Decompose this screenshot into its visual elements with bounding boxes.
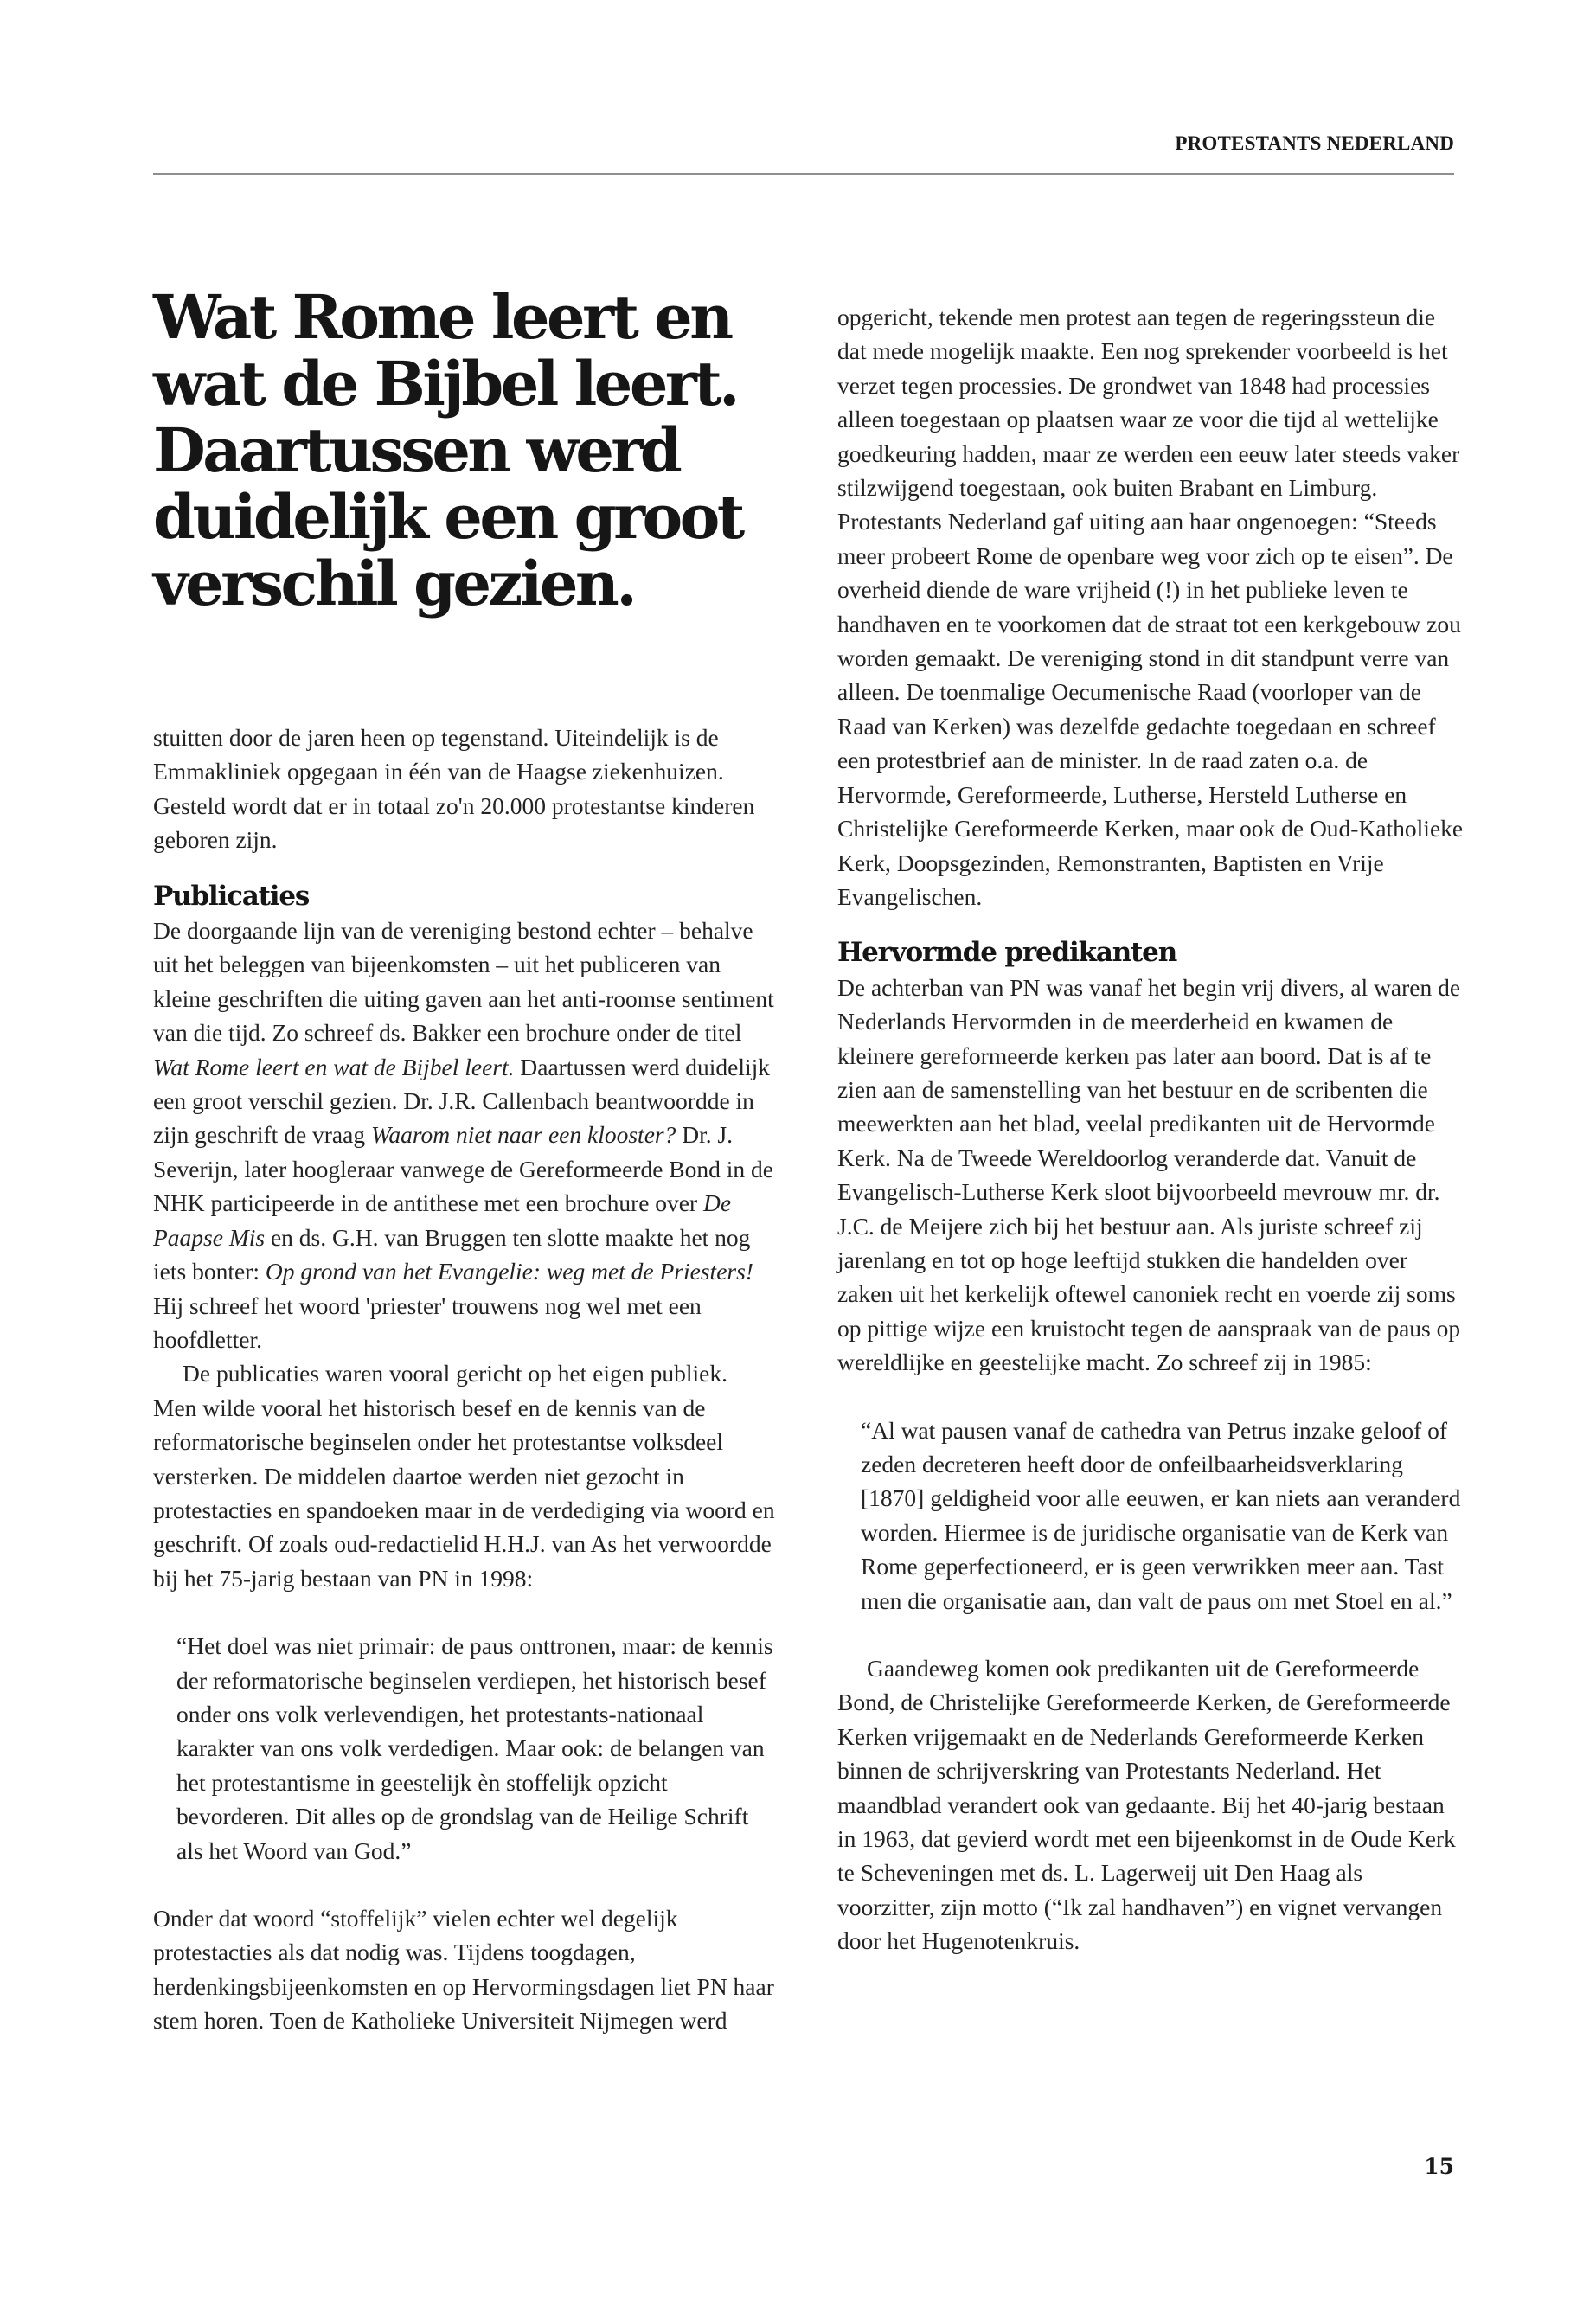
paragraph-achterban: De achterban van PN was vanaf het begin vrij divers, al waren de Nederlands Hervormden in de meerderheid en kwamen de kleinere gereformeerde kerken pas later aan boord. Dat is af te zien aan de samenstelling van het bestuur en de scribenten die meewerkten aan het blad, veelal predikanten uit de Hervormde Kerk. Na de Tweede Wereldoorlog veranderde dat. Vanuit de Evangelisch-Lutherse Kerk sloot bijvoorbeeld mevrouw mr. dr. J.C. de Meijere zich bij het bestuur aan. Als juriste schreef zij jarenlang en tot op hoge leeftijd stukken die handelden over zaken uit het kerkelijk oftewel canoniek recht en voerde zij soms op pittige wijze een kruistocht tegen de aanspraak van de paus op wereldlijke en geestelijke macht. Zo schreef zij in 1985: <box>837 973 1461 1376</box>
header-rule <box>153 173 1454 175</box>
pull-quote: Wat Rome leert en wat de Bijbel leert. Daartussen werd duidelijk een groot verschil gezien. <box>153 281 742 619</box>
italic-title: Wat Rome leert en wat de Bijbel leert. <box>153 1053 515 1080</box>
block-quote-de-meijere: “Al wat pausen vanaf de cathedra van Petrus inzake geloof of zeden decreteren heeft door de onfeilbaarheidsverklaring [1870] geldigheid voor alle eeuwen, er kan niets aan veranderd worden. Hiermee is de juridische organisatie van de Kerk van Rome geperfectioneerd, er is geen verwrikken meer aan. Tast men die organisatie aan, dan valt de paus om met Stoel en al.” <box>861 1416 1461 1614</box>
paragraph-gaandeweg: Gaandeweg komen ook predikanten uit de Gereformeerde Bond, de Christelijke Gereformeerde Kerken, de Gereformeerde Kerken vrijgemaakt en de Nederlands Gereformeerde Kerken binnen de schrijverskring van Protestants Nederland. Het maandblad verandert ook van gedaante. Bij het 40-jarig bestaan in 1963, dat gevierd wordt met een bijeenkomst in de Oude Kerk te Scheveningen met ds. L. Lagerweij uit Den Haag als voorzitter, zijn motto (“Ik zal handhaven”) en vignet vervangen door het Hugenotenkruis. <box>837 1655 1456 1955</box>
page-number: 15 <box>1424 2154 1454 2179</box>
section-heading-publicaties: Publicaties <box>153 880 310 912</box>
intro-paragraph: stuitten door de jaren heen op tegenstand. Uiteindelijk is de Emmakliniek opgegaan in één van de Haagse ziekenhuizen. Gesteld wordt dat er in totaal zo'n 20.000 protestantse kinderen geboren zijn. <box>153 724 755 854</box>
paragraph-publiek: De publicaties waren vooral gericht op het eigen publiek. Men wilde vooral het historisch besef en de kennis van de reformatorische beginselen onder het protestantse volksdeel versterken. De middelen daartoe werden niet gezocht in protestacties en spandoeken maar in de verdediging via woord en geschrift. Of zoals oud-redactielid H.H.J. van As het verwoordde bij het 75-jarig bestaan van PN in 1998: <box>153 1360 775 1592</box>
right-column <box>837 300 1465 1958</box>
paragraph-processies: opgericht, tekende men protest aan tegen de regeringssteun die dat mede mogelijk maakte. Een nog sprekender voorbeeld is het verzet tegen processies. De grondwet van 1848 had processies alleen toegestaan op plaatsen waar ze voor die tijd al wettelijke goedkeuring hadden, maar ze werden een eeuw later steeds vaker stilzwijgend toegestaan, ook buiten Brabant en Limburg. Protestants Nederland gaf uiting aan haar ongenoegen: “Steeds meer probeert Rome de openbare weg voor zich op te eisen”. De overheid diende de ware vrijheid (!) in het publieke leven te handhaven en te voorkomen dat de straat tot een kerkgebouw zou worden gemaakt. De vereniging stond in dit standpunt verre van alleen. De toenmalige Oecumenische Raad (voorloper van de Raad van Kerken) was dezelfde gedachte toegedaan en schreef een protestbrief aan de minister. In de raad zaten o.a. de Hervormde, Gereformeerde, Lutherse, Hersteld Lutherse en Christelijke Gereformeerde Kerken, maar ook de Oud-Katholieke Kerk, Doopsgezinden, Remonstranten, Baptisten en Vrije Evangelischen. <box>837 304 1464 910</box>
section-heading-hervormde-predikanten: Hervormde predikanten <box>837 937 1177 969</box>
italic-title: Waarom niet naar een klooster? <box>370 1121 676 1149</box>
paragraph-stoffelijk: Onder dat woord “stoffelijk” vielen echter wel degelijk protestacties als dat nodig was. Tijdens toogdagen, herdenkingsbijeenkomsten en op Hervormingsdagen liet PN haar stem horen. Toen de Katholieke Universiteit Nijmegen werd <box>153 1905 774 2035</box>
paragraph-publicaties: De doorgaande lijn van de vereniging bestond echter – behalve uit het beleggen van bijeenkomsten – uit het publiceren van kleine geschriften die uiting gaven aan het anti-roomse sentiment van die tijd. Zo schreef ds. Bakker een brochure onder de titel Wat Rome leert en wat de Bijbel leert. Daartussen werd duidelijk een groot verschil gezien. Dr. J.R. Callenbach beantwoordde in zijn geschrift de vraag Waarom niet naar een klooster? Dr. J. Severijn, later hoogleraar vanwege de Gereformeerde Bond in de NHK participeerde in de antithese met een brochure over De Paapse Mis en ds. G.H. van Bruggen ten slotte maakte het nog iets bonter: Op grond van het Evangelie: weg met de Priesters! Hij schreef het woord 'priester' trouwens nog wel met een hoofdletter. <box>153 917 774 1353</box>
italic-title: Op grond van het Evangelie: weg met de Priesters! <box>265 1258 753 1285</box>
left-column <box>153 721 776 2038</box>
running-header: PROTESTANTS NEDERLAND <box>1175 132 1454 154</box>
block-quote-van-as: “Het doel was niet primair: de paus onttronen, maar: de kennis der reformatorische beginselen verdiepen, het historisch besef onder ons volk verlevendigen, het protestants-nationaal karakter van ons volk verdedigen. Maar ook: de belangen van het protestantisme in geestelijk èn stoffelijk opzicht bevorderen. Dit alles op de grondslag van de Heilige Schrift als het Woord van God.” <box>176 1632 773 1864</box>
italic-title: De Paapse Mis <box>153 1189 732 1251</box>
